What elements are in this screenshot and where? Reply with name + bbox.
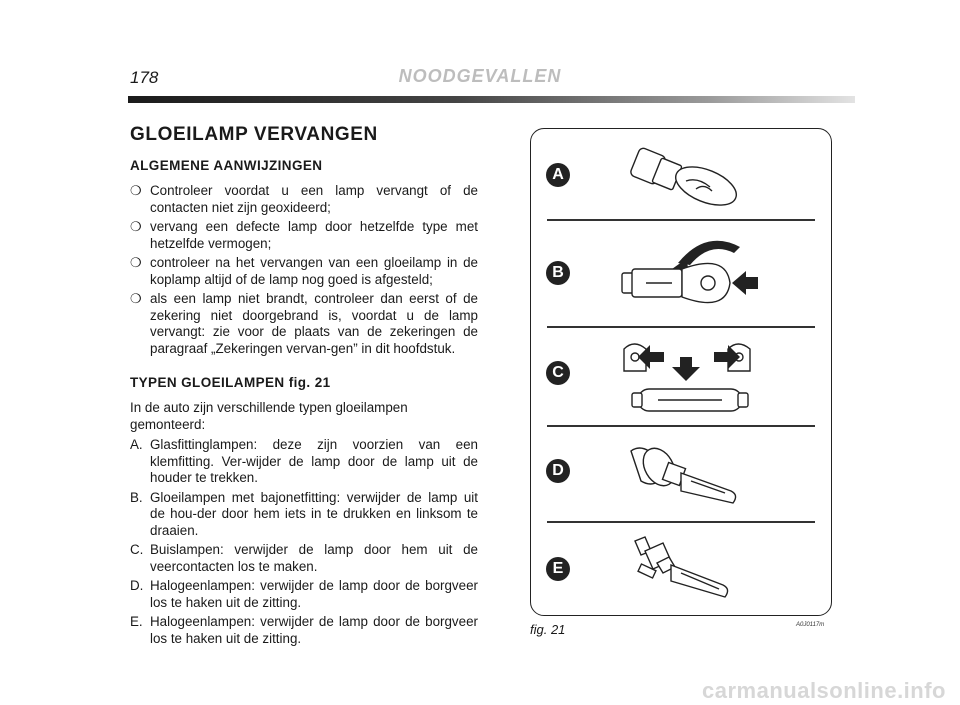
list-item-text: Glasfittinglampen: deze zijn voorzien van een klemfitting. Ver-wijder de lamp door de lamp uit de houder te trekken. (150, 437, 478, 485)
label-e-badge: E (546, 557, 570, 581)
figure-panel (530, 128, 832, 616)
figure-code: A0J0117m (796, 622, 825, 628)
general-heading: ALGEMENE AANWIJZINGEN (130, 158, 323, 173)
list-item-text: Halogeenlampen: verwijder de lamp door de borgveer los te haken uit de zitting. (150, 614, 478, 646)
section-header: NOODGEVALLEN (398, 66, 562, 86)
tubular-lamp-icon (616, 335, 766, 423)
bullet-icon: ❍ (130, 183, 142, 198)
list-item-text: Controleer voordat u een lamp vervangt of de contacten niet zijn geoxideerd; (150, 183, 478, 215)
bullet-icon: ❍ (130, 255, 142, 270)
page-number: 178 (130, 68, 159, 87)
item-letter: C. (130, 542, 144, 557)
figure-divider (547, 521, 815, 523)
bayonet-lamp-icon (616, 229, 766, 321)
watermark: carmanualsonline.info (702, 678, 946, 703)
label-c-badge: C (546, 361, 570, 385)
page-title: GLOEILAMP VERVANGEN (130, 124, 378, 145)
list-item (130, 614, 478, 647)
figure-divider (547, 219, 815, 221)
item-letter: B. (130, 489, 143, 505)
list-item (130, 183, 478, 216)
text-column (130, 124, 478, 650)
item-letter: E. (130, 614, 143, 629)
general-list (130, 183, 478, 357)
list-item-text: controleer na het vervangen van een gloeilamp in de koplamp altijd of de lamp nog goed is afgesteld; (150, 255, 478, 287)
list-item-text: Buislampen: verwijder de lamp door hem uit de veercontacten los te maken. (150, 542, 478, 574)
list-item (130, 219, 478, 252)
types-intro: In de auto zijn verschillende typen gloeilampen gemonteerd: (130, 400, 408, 432)
halogen-lamp-e-icon (621, 533, 751, 613)
item-letter: D. (130, 578, 144, 593)
bullet-icon: ❍ (130, 291, 142, 306)
list-item-text: als een lamp niet brandt, controleer dan eerst of de zekering niet doorgebrand is, voordat u de lamp vervangt: zie voor de plaats van de zekeringen de paragraaf „Zekeringen vervan-gen” in dit hoofdstuk. (150, 291, 478, 356)
figure-divider (547, 425, 815, 427)
list-item (130, 490, 478, 540)
list-item (130, 542, 478, 575)
figure-divider (547, 326, 815, 328)
figure-caption: fig. 21 (530, 622, 566, 637)
glass-fitting-lamp-icon (626, 141, 746, 211)
bullet-icon: ❍ (130, 219, 142, 234)
list-item-text: vervang een defecte lamp door hetzelfde type met hetzelfde vermogen; (150, 219, 478, 251)
halogen-lamp-d-icon (621, 435, 751, 515)
list-item (130, 437, 478, 487)
list-item-text: Halogeenlampen: verwijder de lamp door de borgveer los te haken uit de zitting. (150, 578, 478, 610)
list-item (130, 255, 478, 288)
label-b-badge: B (546, 261, 570, 285)
item-letter: A. (130, 437, 143, 452)
list-item-text: Gloeilampen met bajonetfitting: verwijder de lamp uit de hou-der door hem iets in te drukken en linksom te draaien. (150, 489, 478, 538)
header-rule (128, 96, 855, 103)
label-d-badge: D (546, 459, 570, 483)
list-item (130, 291, 478, 357)
list-item (130, 578, 478, 611)
types-list (130, 437, 478, 647)
types-heading: TYPEN GLOEILAMPEN fig. 21 (130, 375, 331, 390)
label-a-badge: A (546, 163, 570, 187)
